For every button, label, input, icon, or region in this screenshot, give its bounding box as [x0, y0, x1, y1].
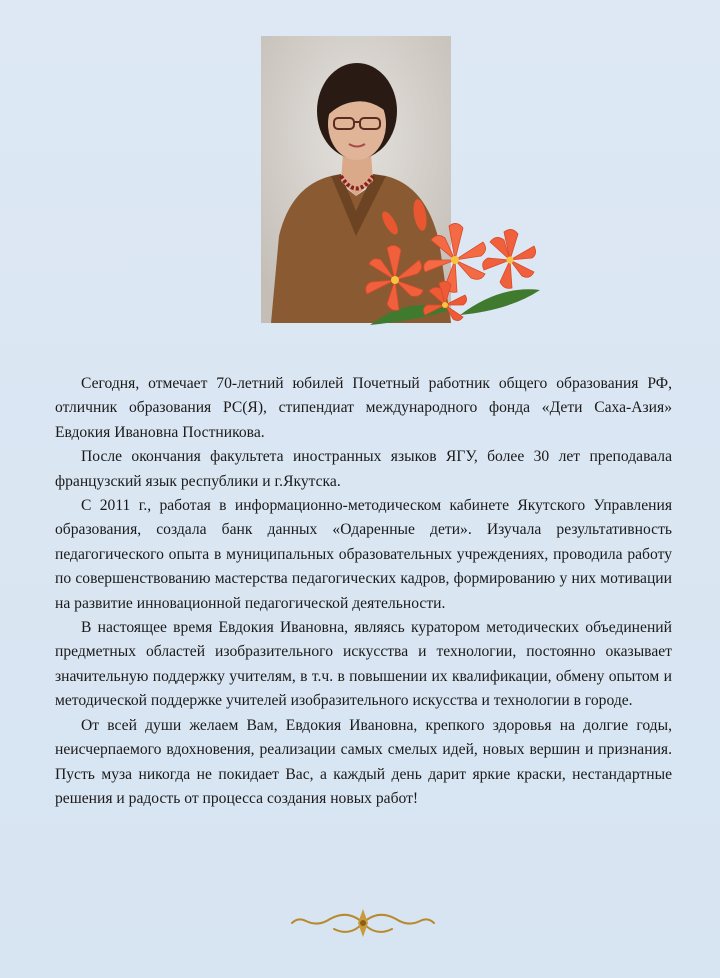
paragraph-intro: Сегодня, отмечает 70-летний юбилей Почетный работник общего образования РФ, отличник образования РС(Я), стипендиат международного фонда «Дети Саха-Азия» Евдокия Ивановна Постникова.	[55, 375, 672, 441]
paragraph-career: После окончания факультета иностранных языков ЯГУ, более 30 лет преподавала французский язык республики и г.Якутска.	[55, 448, 672, 490]
article-body	[55, 372, 672, 811]
lily-flowers-icon	[350, 195, 550, 335]
paragraph-current-role: В настоящее время Евдокия Ивановна, являясь куратором методических объединений предметных областей изобразительного искусства и технологии, постоянно оказывает значительную поддержку учителям, в т.ч. в повышении их квалификации, обмену опытом и методической поддержке учителей изобразительного искусства и технологии в городе.	[55, 619, 672, 710]
ornament-divider-icon	[288, 905, 438, 941]
paragraph-methodology: С 2011 г., работая в информационно-методическом кабинете Якутского Управления образования, создала банк данных «Одаренные дети». Изучала результативность педагогического опыта в муниципальных образовательных учреждениях, проводила работу по совершенствованию мастерства педагогических кадров, формированию у них мотивации на развитие инновационной педагогической деятельности.	[55, 497, 672, 612]
paragraph-wishes: От всей души желаем Вам, Евдокия Ивановна, крепкого здоровья на долгие годы, неисчерпаемого вдохновения, реализации самых смелых идей, новых вершин и признания. Пусть муза никогда не покидает Вас, а каждый день дарит яркие краски, нестандартные решения и радость от процесса создания новых работ!	[55, 716, 672, 807]
